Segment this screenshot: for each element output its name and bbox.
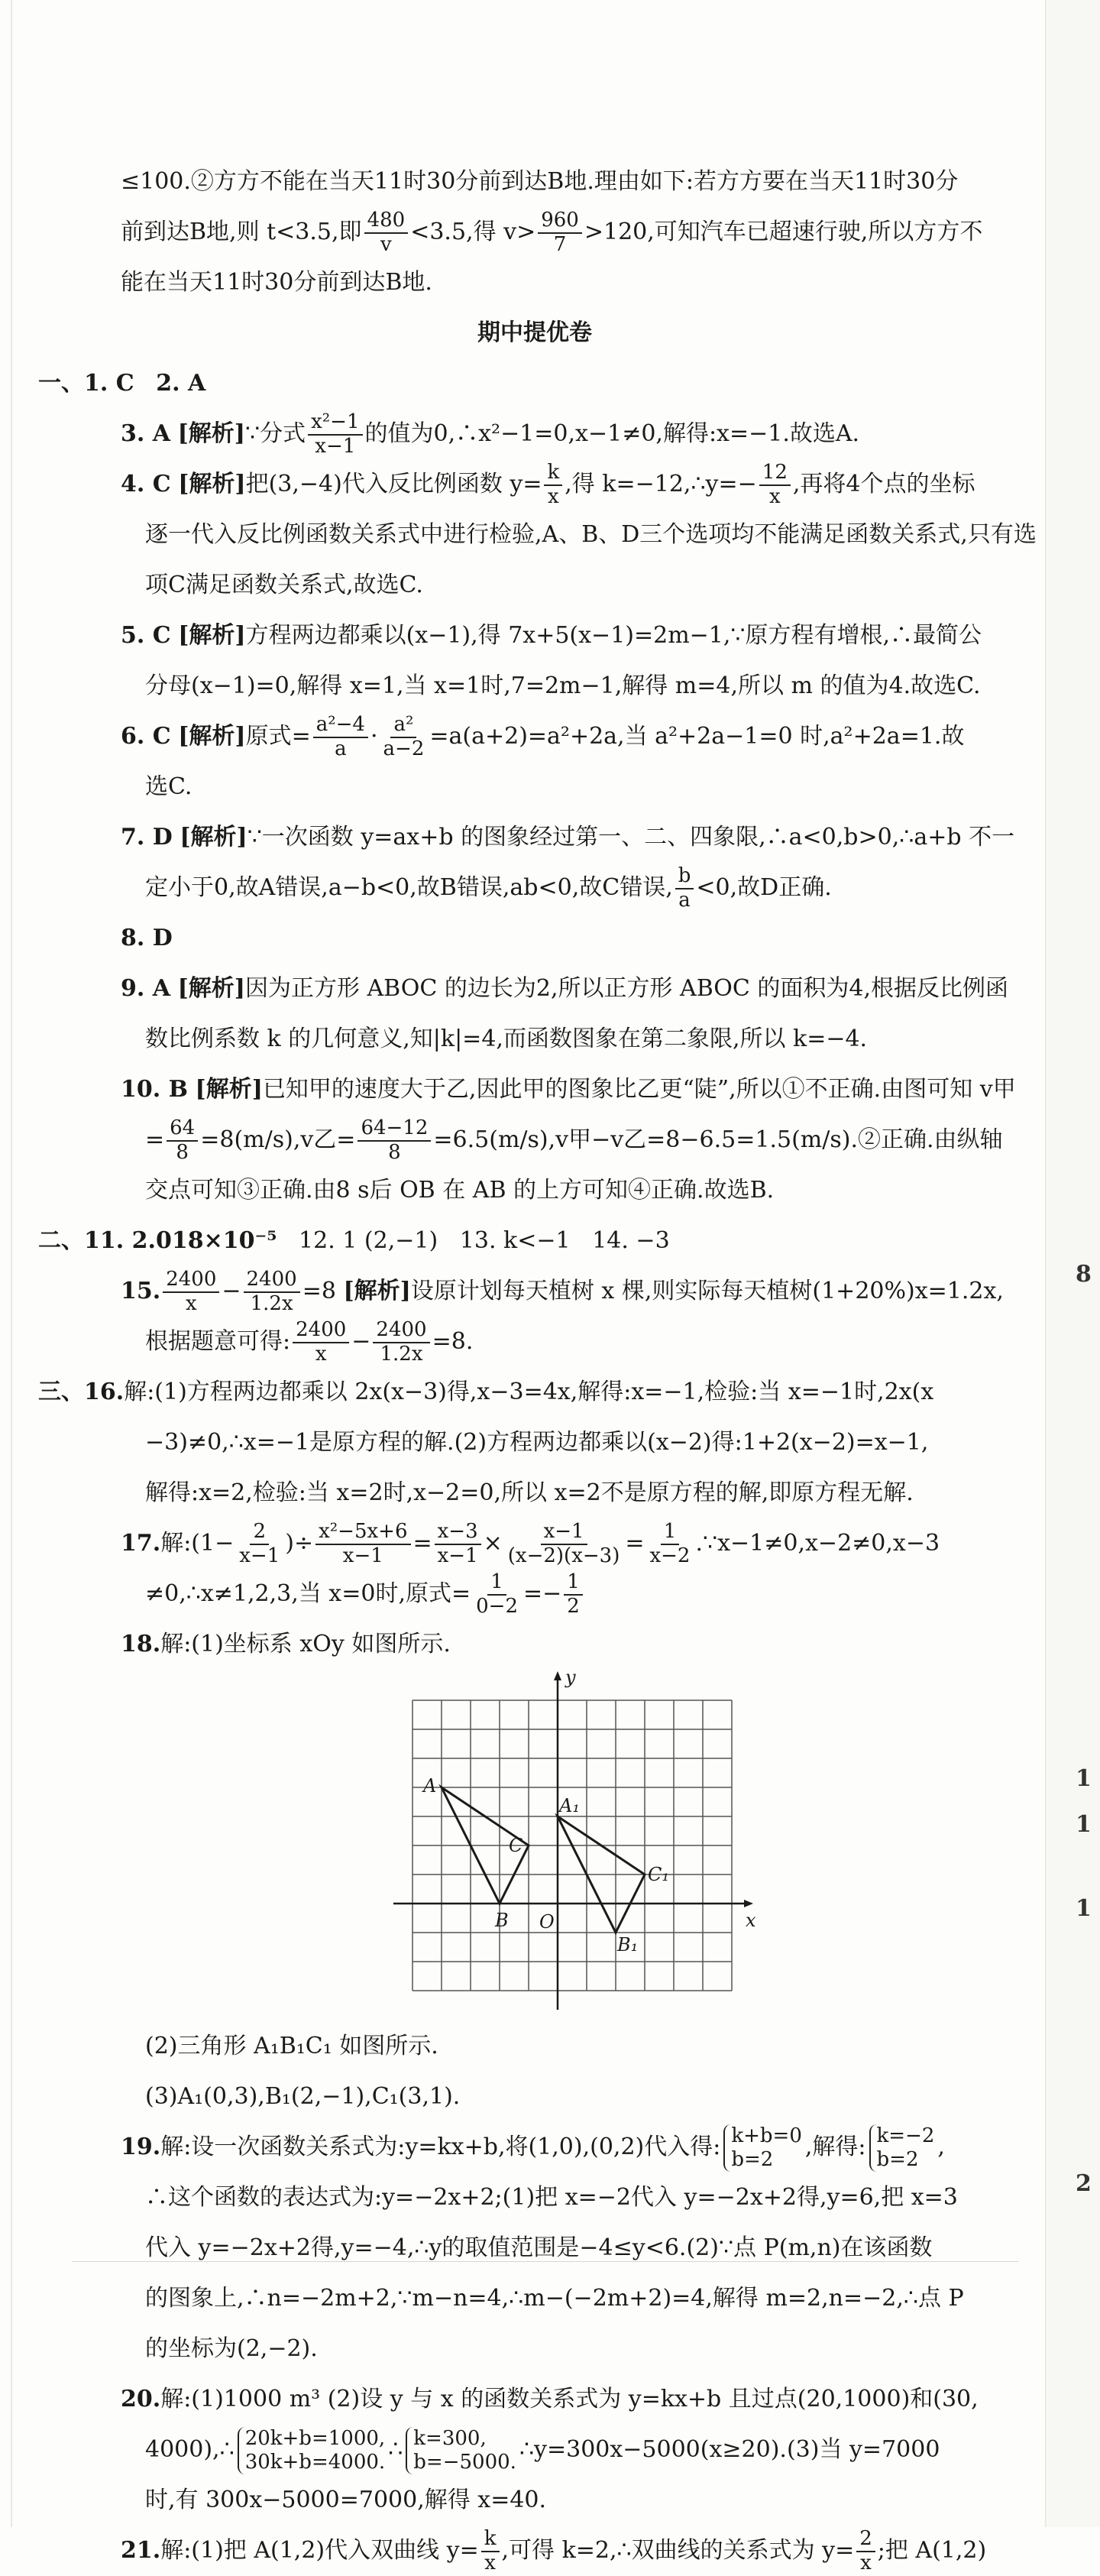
point-c-label: C [509,1835,523,1856]
answer-q20: 20.解:(1)1000 m³ (2)设 y 与 x 的函数关系式为 y=kx+b 且过点(20,1000)和(30, [121,2386,979,2412]
point-c1-label: C₁ [648,1864,669,1885]
answer-q6: 6. C [解析]原式= $\frac{\text{a²−4}}{a}$ · $\frac{\text{a²}}{a-2}$ =a(a+2)=a²+2a,当 a²+2a−1=0 时,a²+2a=1.故 [121,713,965,760]
margin-mark: 1 [1076,1765,1092,1792]
answer-q3: 3. A [解析]∵分式 $\frac{\text{x²−1}}{x-1}$ 的值为0,∴x²−1=0,x−1≠0,解得:x=−1.故选A. [121,410,860,458]
page-edge [11,0,12,2527]
text-line: 代入 y=−2x+2得,y=−4,∴y的取值范围是−4≤y<6.(2)∵点 P(m,n)在该函数 [145,2234,933,2261]
answer-q7: 7. D [解析]∵一次函数 y=ax+b 的图象经过第一、二、四象限,∴a<0,b>0,∴a+b 不一 [121,824,1015,851]
answer-q10: 10. B [解析]已知甲的速度大于乙,因此甲的图象比乙更“陡”,所以①不正确.由图可知 v甲 [121,1076,1016,1103]
y-axis-arrow [554,1671,561,1680]
answer-q4: 4. C [解析]把(3,−4)代入反比例函数 y= $\frac{k}{x}$ ,得 k=−12,∴y=− $\frac{12}{x}$ ,再将4个点的坐标 [121,461,975,508]
answer-q21: 21.解:(1)把 A(1,2)代入双曲线 y= $\frac{k}{x}$ ,可得 k=2,∴双曲线的关系式为 y= $\frac{2}{x}$ ;把 A(1,2) [121,2527,987,2574]
answer-q8: 8. D [121,925,173,951]
point-b1-label: B₁ [617,1934,639,1955]
coordinate-figure [38,1670,1031,2021]
margin-mark: 1 [1076,1895,1092,1922]
text-line: 定小于0,故A错误,a−b<0,故B错误,ab<0,故C错误, $\frac{b}{a}$ <0,故D正确. [145,864,832,912]
text-line: ≤100.②方方不能在当天11时30分前到达B地.理由如下:若方方要在当天11时30分 [121,168,959,195]
fraction: $\frac{480}{v}$ [364,209,409,257]
text-line: ∴这个函数的表达式为:y=−2x+2;(1)把 x=−2代入 y=−2x+2得,y=6,把 x=3 [145,2184,958,2211]
point-b-label: B [495,1910,509,1931]
answer-q17: 17.解:(1− $\frac{2}{x-1}$ )÷ $\frac{\text{x²−5x+6}}{x-1}$ = $\frac{x-3}{x-1}$ × $\frac{x-1}{(x-2)(x-3)}$ = $\frac{1}{x-2}$ .∵x−1≠0,x−2≠0,x−3 [121,1520,940,1567]
answer-q16: 三、16.解:(1)方程两边都乘以 2x(x−3)得,x−3=4x,解得:x=−1,检验:当 x=−1时,2x(x [38,1379,934,1405]
text-line: 前到达B地,则 t<3.5,即 $\frac{480}{v}$ <3.5,得 v> $\frac{960}{7}$ >120,可知汽车已超速行驶,所以方方不 [121,209,983,256]
text-line: 的坐标为(2,−2). [145,2335,318,2362]
x-axis-label: x [746,1910,756,1931]
text-line: 解得:x=2,检验:当 x=2时,x−2=0,所以 x=2不是原方程的解,即原方程无解. [145,1479,914,1506]
answer-q1-2: 一、1. C 2. A [38,370,206,397]
point-a1-label: A₁ [559,1795,580,1816]
margin-mark: 1 [1076,1811,1092,1838]
answer-q5: 5. C [解析]方程两边都乘以(x−1),得 7x+5(x−1)=2m−1,∵原方程有增根,∴最简公 [121,622,982,649]
answer-sheet [38,157,1037,2576]
text-line: = $\frac{64}{8}$ =8(m/s),v乙= $\frac{64-12}{8}$ =6.5(m/s),v甲−v乙=8−6.5=1.5(m/s).②正确.由纵轴 [145,1116,1003,1164]
text-line: 数比例系数 k 的几何意义,知|k|=4,而函数图象在第二象限,所以 k=−4. [145,1026,868,1052]
page-bottom-rule [72,2261,1019,2262]
text-line: 时,有 300x−5000=7000,解得 x=40. [145,2487,547,2513]
coordinate-grid [382,1670,764,2021]
y-axis-label: y [565,1670,576,1688]
text-line: ≠0,∴x≠1,2,3,当 x=0时,原式= $\frac{1}{0-2}$ =− $\frac{1}{2}$ [38,1569,1031,1619]
answer-q18: 18.解:(1)坐标系 xOy 如图所示. [121,1631,451,1657]
text-line: 分母(x−1)=0,解得 x=1,当 x=1时,7=2m−1,解得 m=4,所以 m 的值为4.故选C. [145,672,981,699]
margin-mark: 8 [1076,1261,1092,1288]
text-line: (2)三角形 A₁B₁C₁ 如图所示. [145,2033,438,2059]
text-line: 选C. [145,773,192,800]
text-line: −3)≠0,∴x=−1是原方程的解.(2)方程两边都乘以(x−2)得:1+2(x−2)=x−1, [145,1429,929,1456]
text-line: 根据题意可得: $\frac{2400}{x}$ − $\frac{2400}{1.2x}$ =8. [145,1318,474,1366]
text-line: 4000),∴ 20k+b=1000, 30k+b=4000. ∴ k=300, b=−5000. ∴y=300x−5000(x≥20).(3)当 y=7000 [145,2426,940,2474]
adjacent-page-strip [1048,0,1100,2527]
section-title: 期中提优卷 [477,319,592,346]
text-line: 项C满足函数关系式,故选C. [145,572,423,598]
text-line: 交点可知③正确.由8 s后 OB 在 AB 的上方可知④正确.故选B. [145,1177,775,1204]
origin-label: O [539,1911,555,1933]
answer-q11-14: 二、11. 2.018×10⁻⁵ 12. 1 (2,−1) 13. k<−1 14. −3 [38,1227,670,1254]
answer-q9: 9. A [解析]因为正方形 ABOC 的边长为2,所以正方形 ABOC 的面积为4,根据反比例函 [121,975,1009,1002]
point-a-label: A [423,1775,437,1797]
margin-mark: 2 [1076,2170,1092,2197]
answer-q19: 19.解:设一次函数关系式为:y=kx+b,将(1,0),(0,2)代入得: k+b=0 b=2 ,解得: k=−2 b=2 , [121,2124,945,2171]
page-fold [1045,0,1047,2527]
text-line: (3)A₁(0,3),B₁(2,−1),C₁(3,1). [145,2083,461,2110]
text-line: 的图象上,∴n=−2m+2,∵m−n=4,∴m−(−2m+2)=4,解得 m=2,n=−2,∴点 P [145,2285,964,2312]
x-axis-arrow [744,1900,753,1907]
text-line: 能在当天11时30分前到达B地. [121,269,432,296]
answer-q15: 15. $\frac{2400}{x}$ − $\frac{2400}{1.2x}$ =8 [解析]设原计划每天植树 x 棵,则实际每天植树(1+20%)x=1.2x, [121,1268,1004,1315]
text-line: 逐一代入反比例函数关系式中进行检验,A、B、D三个选项均不能满足函数关系式,只有选 [145,521,1037,548]
fraction: $\frac{960}{7}$ [538,209,582,257]
